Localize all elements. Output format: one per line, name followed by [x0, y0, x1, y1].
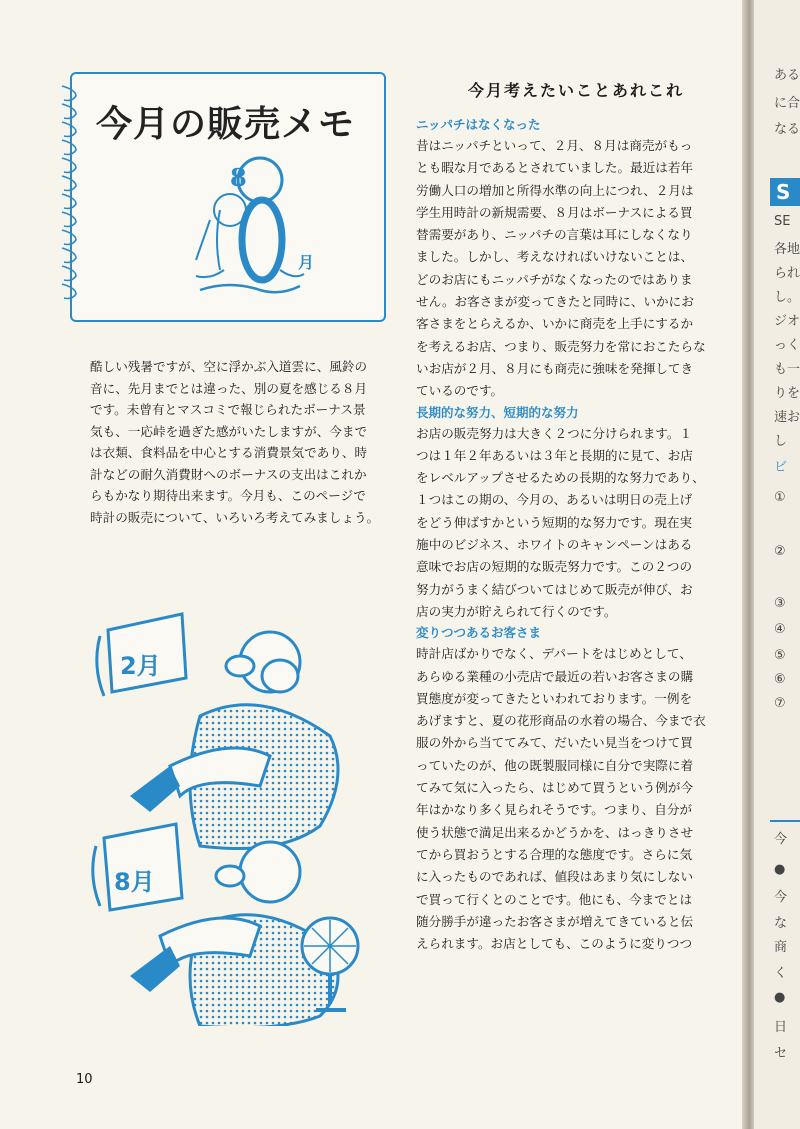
article-line: ているのです。 [416, 383, 504, 399]
intro-line: 酷しい残暑ですが、空に浮かぶ入道雲に、風鈴の [90, 359, 368, 374]
next-page-text: な [774, 916, 788, 931]
article-line: 客さまをとらえるか、いかに商売を上手にするか [416, 316, 694, 332]
article-line: とも暇な月であるとされていました。最近は若年 [416, 160, 694, 176]
article-line: せん。お客さまが変ってきたと同時に、いかにお [416, 294, 694, 310]
next-page-edge [754, 0, 800, 1129]
next-page-text: セ [774, 1046, 788, 1061]
article-column [416, 78, 736, 955]
calendar-bottom-label: 8月 [114, 868, 155, 896]
article-line: てから買おうとする合理的な態度です。さらに気 [416, 846, 693, 862]
next-page-text: も一 [774, 362, 800, 377]
next-page-text: 日 [774, 1020, 788, 1035]
next-page-number: ② [774, 544, 786, 559]
next-page-text: SE [774, 214, 791, 229]
next-page-number: ⑦ [774, 696, 786, 711]
next-page-text: っく [774, 338, 800, 353]
spiral-binding-icon [58, 82, 80, 312]
page-number: 10 [76, 1072, 93, 1087]
section-heading: 長期的な努力、短期的な努力 [416, 404, 579, 420]
intro-line: 音に、先月までとは違った、別の夏を感じる８月 [90, 380, 368, 396]
next-page-text: ● [774, 862, 786, 877]
article-line: 買態度が変ってきたといわれております。一例を [416, 690, 693, 706]
next-page-number: ③ [774, 596, 786, 611]
article-line: 施中のビジネス、ホワイトのキャンペーンはある [416, 537, 693, 553]
next-page-s-heading: S [770, 178, 800, 206]
article-line: 昔はニッパチといって、２月、８月は商売がもっ [416, 138, 693, 153]
next-page-number: ⑤ [774, 648, 786, 663]
next-page-number: ④ [774, 622, 786, 637]
next-page-text: 商 [774, 940, 788, 955]
intro-line: 時計の販売について、いろいろ考えてみましょう。 [90, 509, 380, 525]
article-line: えられます。お店としても、このように変りつつ [416, 936, 693, 952]
calendar-aug-icon [93, 824, 182, 910]
article-line: っていたのが、他の既製服同様に自分で実際に着 [416, 757, 694, 773]
section-heading: 変りつつあるお客さま [416, 625, 542, 641]
article-line: で買って行くとのことです。他にも、今までとは [416, 891, 693, 907]
article-line: 服の外から当ててみて、だいたい見当をつけて買 [416, 735, 693, 751]
month-suffix: 月 [298, 253, 315, 272]
article-line: 替需要があり、ニッパチの言葉は耳にしなくなり [416, 227, 693, 243]
article-title: 今月考えたいことあれこれ [467, 81, 684, 100]
calendar-feb-icon [97, 614, 186, 696]
next-page-text: なる [774, 122, 800, 137]
article-line: 努力がうまく結びついてはじめて販売が伸び、お [416, 581, 693, 597]
article-line: どのお店にもニッパチがなくなったのではありま [416, 271, 693, 287]
next-page-text: し [774, 434, 788, 449]
article-line: 時計店ばかりでなく、デパートをはじめとして、 [416, 646, 692, 662]
next-page-text: ● [774, 990, 786, 1005]
next-page-number: ① [774, 490, 786, 505]
shopkeeper-chairs-illustration [90, 606, 390, 1026]
next-page-text: 今 [774, 890, 788, 905]
article-line: お店の販売努力は大きく２つに分けられます。１ [416, 425, 693, 441]
article-line: あらゆる業種の小売店で最近の若いお客さまの購 [416, 668, 694, 684]
article-line: てみて気に入ったら、はじめて買うという例が今 [416, 780, 694, 796]
article-line: １つはこの期の、今月の、あるいは明日の売上げ [416, 492, 693, 508]
month-number-badge: 8 [230, 163, 247, 192]
calendar-top-label: 2月 [120, 652, 161, 680]
article-line: をどう伸ばすかという短期的な努力です。現在実 [416, 514, 693, 530]
next-page-number: ⑥ [774, 672, 786, 687]
next-page-text: 各地 [774, 242, 800, 257]
article-line: ました。しかし、考えなければいけないことは、 [416, 249, 694, 265]
intro-paragraph [90, 356, 390, 528]
next-page-text: 速お [774, 410, 800, 425]
section-heading: ニッパチはなくなった [416, 117, 541, 132]
article-line: 店の実力が貯えられて行くのです。 [416, 603, 617, 619]
intro-line: 気も、一応峠を過ぎた感がいたしますが、今まで [90, 423, 368, 439]
mountaineer-mascot-illustration [180, 150, 330, 310]
next-page-blue-label: ビ [774, 460, 788, 475]
memo-title: 今月の販売メモ [96, 103, 356, 145]
next-page-text: し。 [774, 290, 800, 305]
article-line: 使う状態で満足出来るかどうかを、はっきりさせ [416, 824, 694, 840]
article-line: に入ったものであれば、値段はあまり気にしない [416, 869, 694, 885]
intro-line: らもかなり期待出来ます。今月も、このページで [90, 488, 366, 503]
intro-line: は衣類、食料品を中心とする消費景気であり、時 [90, 445, 368, 460]
article-line: 意味でお店の短期的な販売努力です。この２つの [416, 559, 693, 575]
next-page-text: ある [774, 68, 800, 83]
article-line: を考えるお店、つまり、販売努力を常におこたらな [416, 338, 706, 354]
next-page-text: 今 [774, 832, 788, 847]
next-page-text: く [774, 966, 788, 981]
article-line: 労働人口の増加と所得水準の向上につれ、２月は [416, 182, 694, 198]
article-line: 随分勝手が違ったお客さまが増えてきていると伝 [416, 913, 694, 929]
next-page-text: りを [774, 386, 800, 401]
article-line: あげますと、夏の花形商品の水着の場合、今まで衣 [416, 713, 706, 729]
article-line: いお店が２月、８月にも商売に強味を発揮してき [416, 360, 694, 376]
intro-line: です。未曾有とマスコミで報じられたボーナス景 [90, 402, 366, 417]
next-page-text: ジオ [774, 314, 800, 329]
next-page-text: に合 [774, 96, 800, 111]
article-line: 年はかなり多く見られそうです。つまり、自分が [416, 802, 693, 818]
next-page-text: られ [774, 266, 800, 281]
intro-line: 計などの耐久消費財へのボーナスの支出はこれか [90, 466, 367, 482]
article-line: つは１年２年あるいは３年と長期的に見て、お店 [416, 447, 693, 463]
article-line: 学生用時計の新規需要、８月はボーナスによる買 [416, 204, 693, 220]
book-gutter [742, 0, 754, 1129]
article-line: をレベルアップさせるための長期的な努力であり、 [416, 470, 705, 486]
